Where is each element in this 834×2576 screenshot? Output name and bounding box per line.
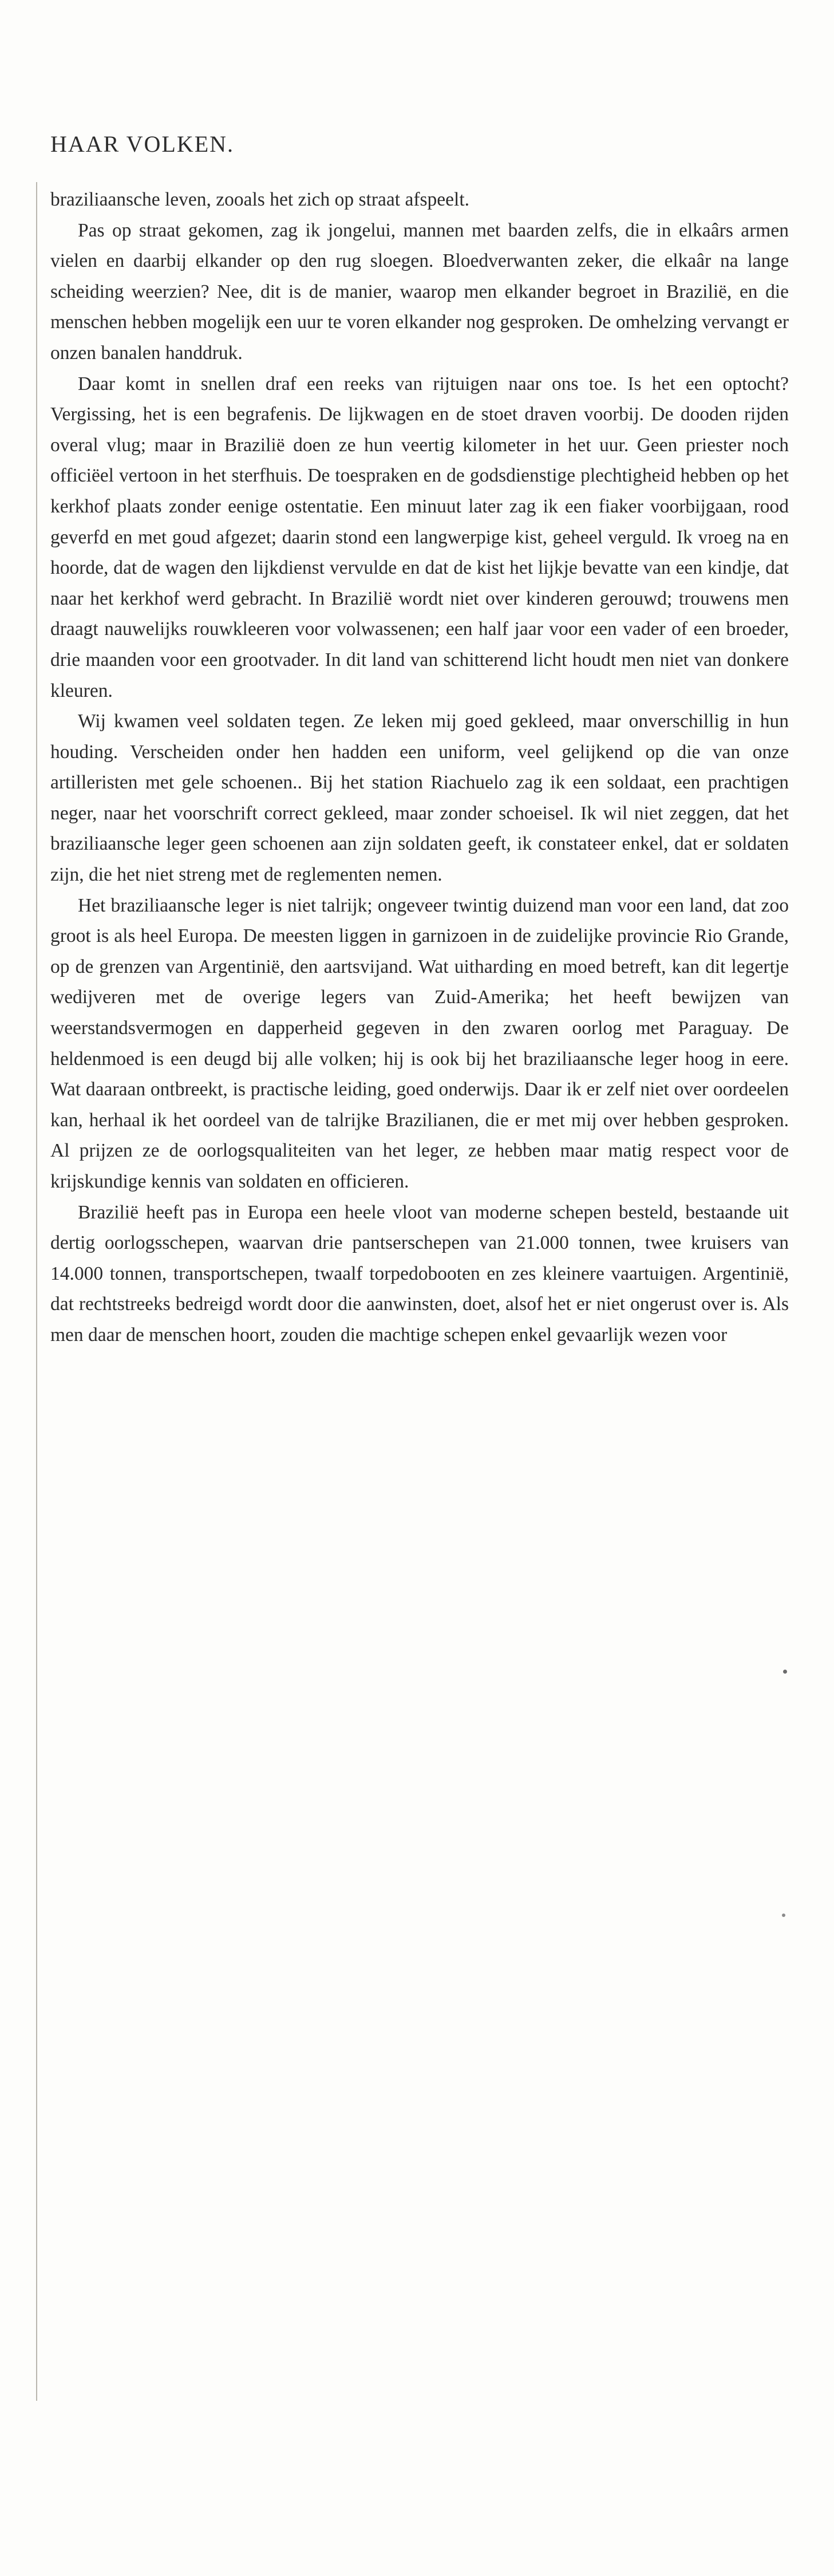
left-margin-rule (36, 182, 37, 2401)
paragraph: braziliaansche leven, zooals het zich op straat afspeelt. (50, 189, 470, 210)
ink-speck (782, 1914, 785, 1917)
paragraph: Brazilië heeft pas in Europa een heele vloot van moderne schepen besteld, bestaande uit dertig oorlogsschepen, waarvan drie pantserschepen van 21.000 tonnen, twee kruisers van 14.000 tonnen, transportschepen, twaalf torpedobooten en zes kleinere vaartuigen. Argentinië, dat rechtstreeks bedreigd wordt door die aanwinsten, doet, alsof het er niet ongerust over is. Als men daar de menschen hoort, zouden die machtige schepen enkel gevaarlijk wezen voor (50, 1201, 789, 1346)
running-head: HAAR VOLKEN. (50, 131, 235, 157)
paragraph: Pas op straat gekomen, zag ik jongelui, mannen met baarden zelfs, die in elkaârs armen vielen en daarbij elkander op den rug sloegen. Bloedverwanten zeker, die elkaâr na lange scheiding weerzien? Nee, dit is de manier, waarop men elkander begroet in Brazilië, en die menschen hebben mogelijk een uur te voren elkander nog gesproken. De omhelzing vervangt er onzen banalen handdruk. (50, 219, 789, 364)
body-text-column (50, 184, 789, 1351)
paragraph: Wij kwamen veel soldaten tegen. Ze leken mij goed gekleed, maar onverschillig in hun houding. Verscheiden onder hen hadden een uniform, veel gelijkend op die van onze artilleristen met gele schoenen.. Bij het station Riachuelo zag ik een soldaat, een prachtigen neger, naar het voorschrift correct gekleed, maar zonder schoeisel. Ik wil niet zeggen, dat het braziliaansche leger geen schoenen aan zijn soldaten geeft, ik constateer enkel, dat er soldaten zijn, die het niet streng met de reglementen nemen. (50, 711, 789, 886)
ink-speck (783, 1670, 787, 1674)
paragraph: Het braziliaansche leger is niet talrijk; ongeveer twintig duizend man voor een land, dat zoo groot is als heel Europa. De meesten liggen in garnizoen in de zuidelijke provincie Rio Grande, op de grenzen van Argentinië, den aartsvijand. Wat uitharding en moed betreft, kan dit legertje wedijveren met de overige legers van Zuid-Amerika; het heeft bewijzen van weerstandsvermogen en dapperheid gegeven in den zwaren oorlog met Paraguay. De heldenmoed is een deugd bij alle volken; hij is ook bij het braziliaansche leger hoog in eere. Wat daaraan ontbreekt, is practische leiding, goed onderwijs. Daar ik er zelf niet over oordeelen kan, herhaal ik het oordeel van de talrijke Brazilianen, die er met mij over hebben gesproken. Al prijzen ze de oorlogsqualiteiten van het leger, ze hebben maar matig respect voor de krijskundige kennis van soldaten en officieren. (50, 894, 789, 1192)
paragraph: Daar komt in snellen draf een reeks van rijtuigen naar ons toe. Is het een optocht? Vergissing, het is een begrafenis. De lijkwagen en de stoet draven voorbij. De dooden rijden overal vlug; maar in Brazilië doen ze hun veertig kilometer in het uur. Geen priester noch officiëel vertoon in het sterfhuis. De toespraken en de godsdienstige plechtigheid hebben op het kerkhof plaats zonder eenige ostentatie. Een minuut later zag ik een fiaker voorbijgaan, rood geverfd en met goud afgezet; daarin stond een langwerpige kist, geheel verguld. Ik vroeg na en hoorde, dat de wagen den lijkdienst vervulde en dat de kist het lijkje bevatte van een kindje, dat naar het kerkhof werd gebracht. In Brazilië wordt niet over kinderen gerouwd; trouwens men draagt nauwelijks rouwkleeren voor volwassenen; een half jaar voor een vader of een broeder, drie maanden voor een grootvader. In dit land van schitterend licht houdt men niet van donkere kleuren. (50, 373, 789, 701)
